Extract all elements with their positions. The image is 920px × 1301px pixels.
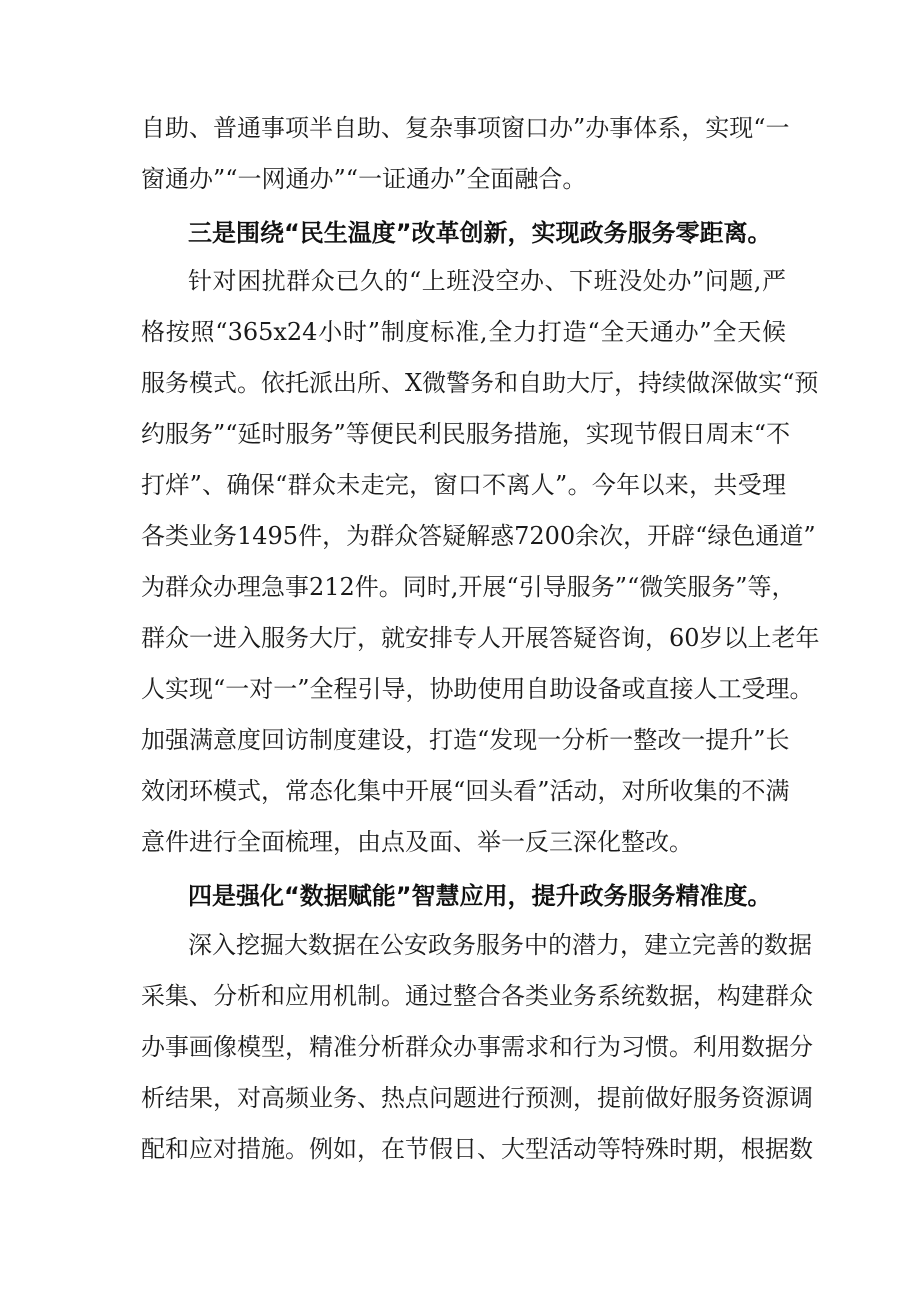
section-heading-3: 三是围绕“民生温度”改革创新，实现政务服务零距离。 — [188, 219, 772, 247]
paragraph-line: 各类业务1495件，为群众答疑解惑7200余次，开辟“绿色通道” — [141, 522, 816, 550]
paragraph-line: 采集、分析和应用机制。通过整合各类业务系统数据，构建群众 — [141, 982, 813, 1010]
paragraph-line: 打烊”、确保“群众未走完，窗口不离人”。今年以来，共受理 — [141, 471, 786, 499]
paragraph-line: 效闭环模式，常态化集中开展“回头看”活动，对所收集的不满 — [141, 777, 790, 805]
paragraph-line: 约服务”“延时服务”等便民利民服务措施，实现节假日周末“不 — [141, 420, 791, 448]
section-heading-4: 四是强化“数据赋能”智慧应用，提升政务服务精准度。 — [188, 882, 772, 910]
paragraph-line: 办事画像模型，精准分析群众办事需求和行为习惯。利用数据分 — [141, 1033, 813, 1061]
paragraph-line: 服务模式。依托派出所、X微警务和自助大厅，持续做深做实“预 — [141, 369, 819, 397]
paragraph-line: 加强满意度回访制度建设，打造“发现一分析一整改一提升”长 — [141, 726, 790, 754]
paragraph-line: 自助、普通事项半自助、复杂事项窗口办”办事体系，实现“一 — [141, 114, 790, 142]
paragraph-line: 窗通办”“一网通办”“一证通办”全面融合。 — [141, 165, 587, 193]
paragraph-line: 析结果，对高频业务、热点问题进行预测，提前做好服务资源调 — [141, 1084, 813, 1112]
paragraph-line: 配和应对措施。例如，在节假日、大型活动等特殊时期，根据数 — [141, 1135, 813, 1163]
paragraph-line: 深入挖掘大数据在公安政务服务中的潜力，建立完善的数据 — [188, 931, 812, 959]
paragraph-line: 群众一进入服务大厅，就安排专人开展答疑咨询，60岁以上老年 — [141, 624, 820, 652]
paragraph-line: 人实现“一对一”全程引导，协助使用自助设备或直接人工受理。 — [141, 675, 814, 703]
paragraph-line: 针对困扰群众已久的“上班没空办、下班没处办”问题,严 — [188, 267, 786, 295]
paragraph-line: 为群众办理急事212件。同时,开展“引导服务”“微笑服务”等， — [141, 573, 796, 601]
paragraph-line: 格按照“365x24小时”制度标准,全力打造“全天通办”全天候 — [141, 318, 786, 346]
paragraph-line: 意件进行全面梳理，由点及面、举一反三深化整改。 — [141, 828, 693, 856]
